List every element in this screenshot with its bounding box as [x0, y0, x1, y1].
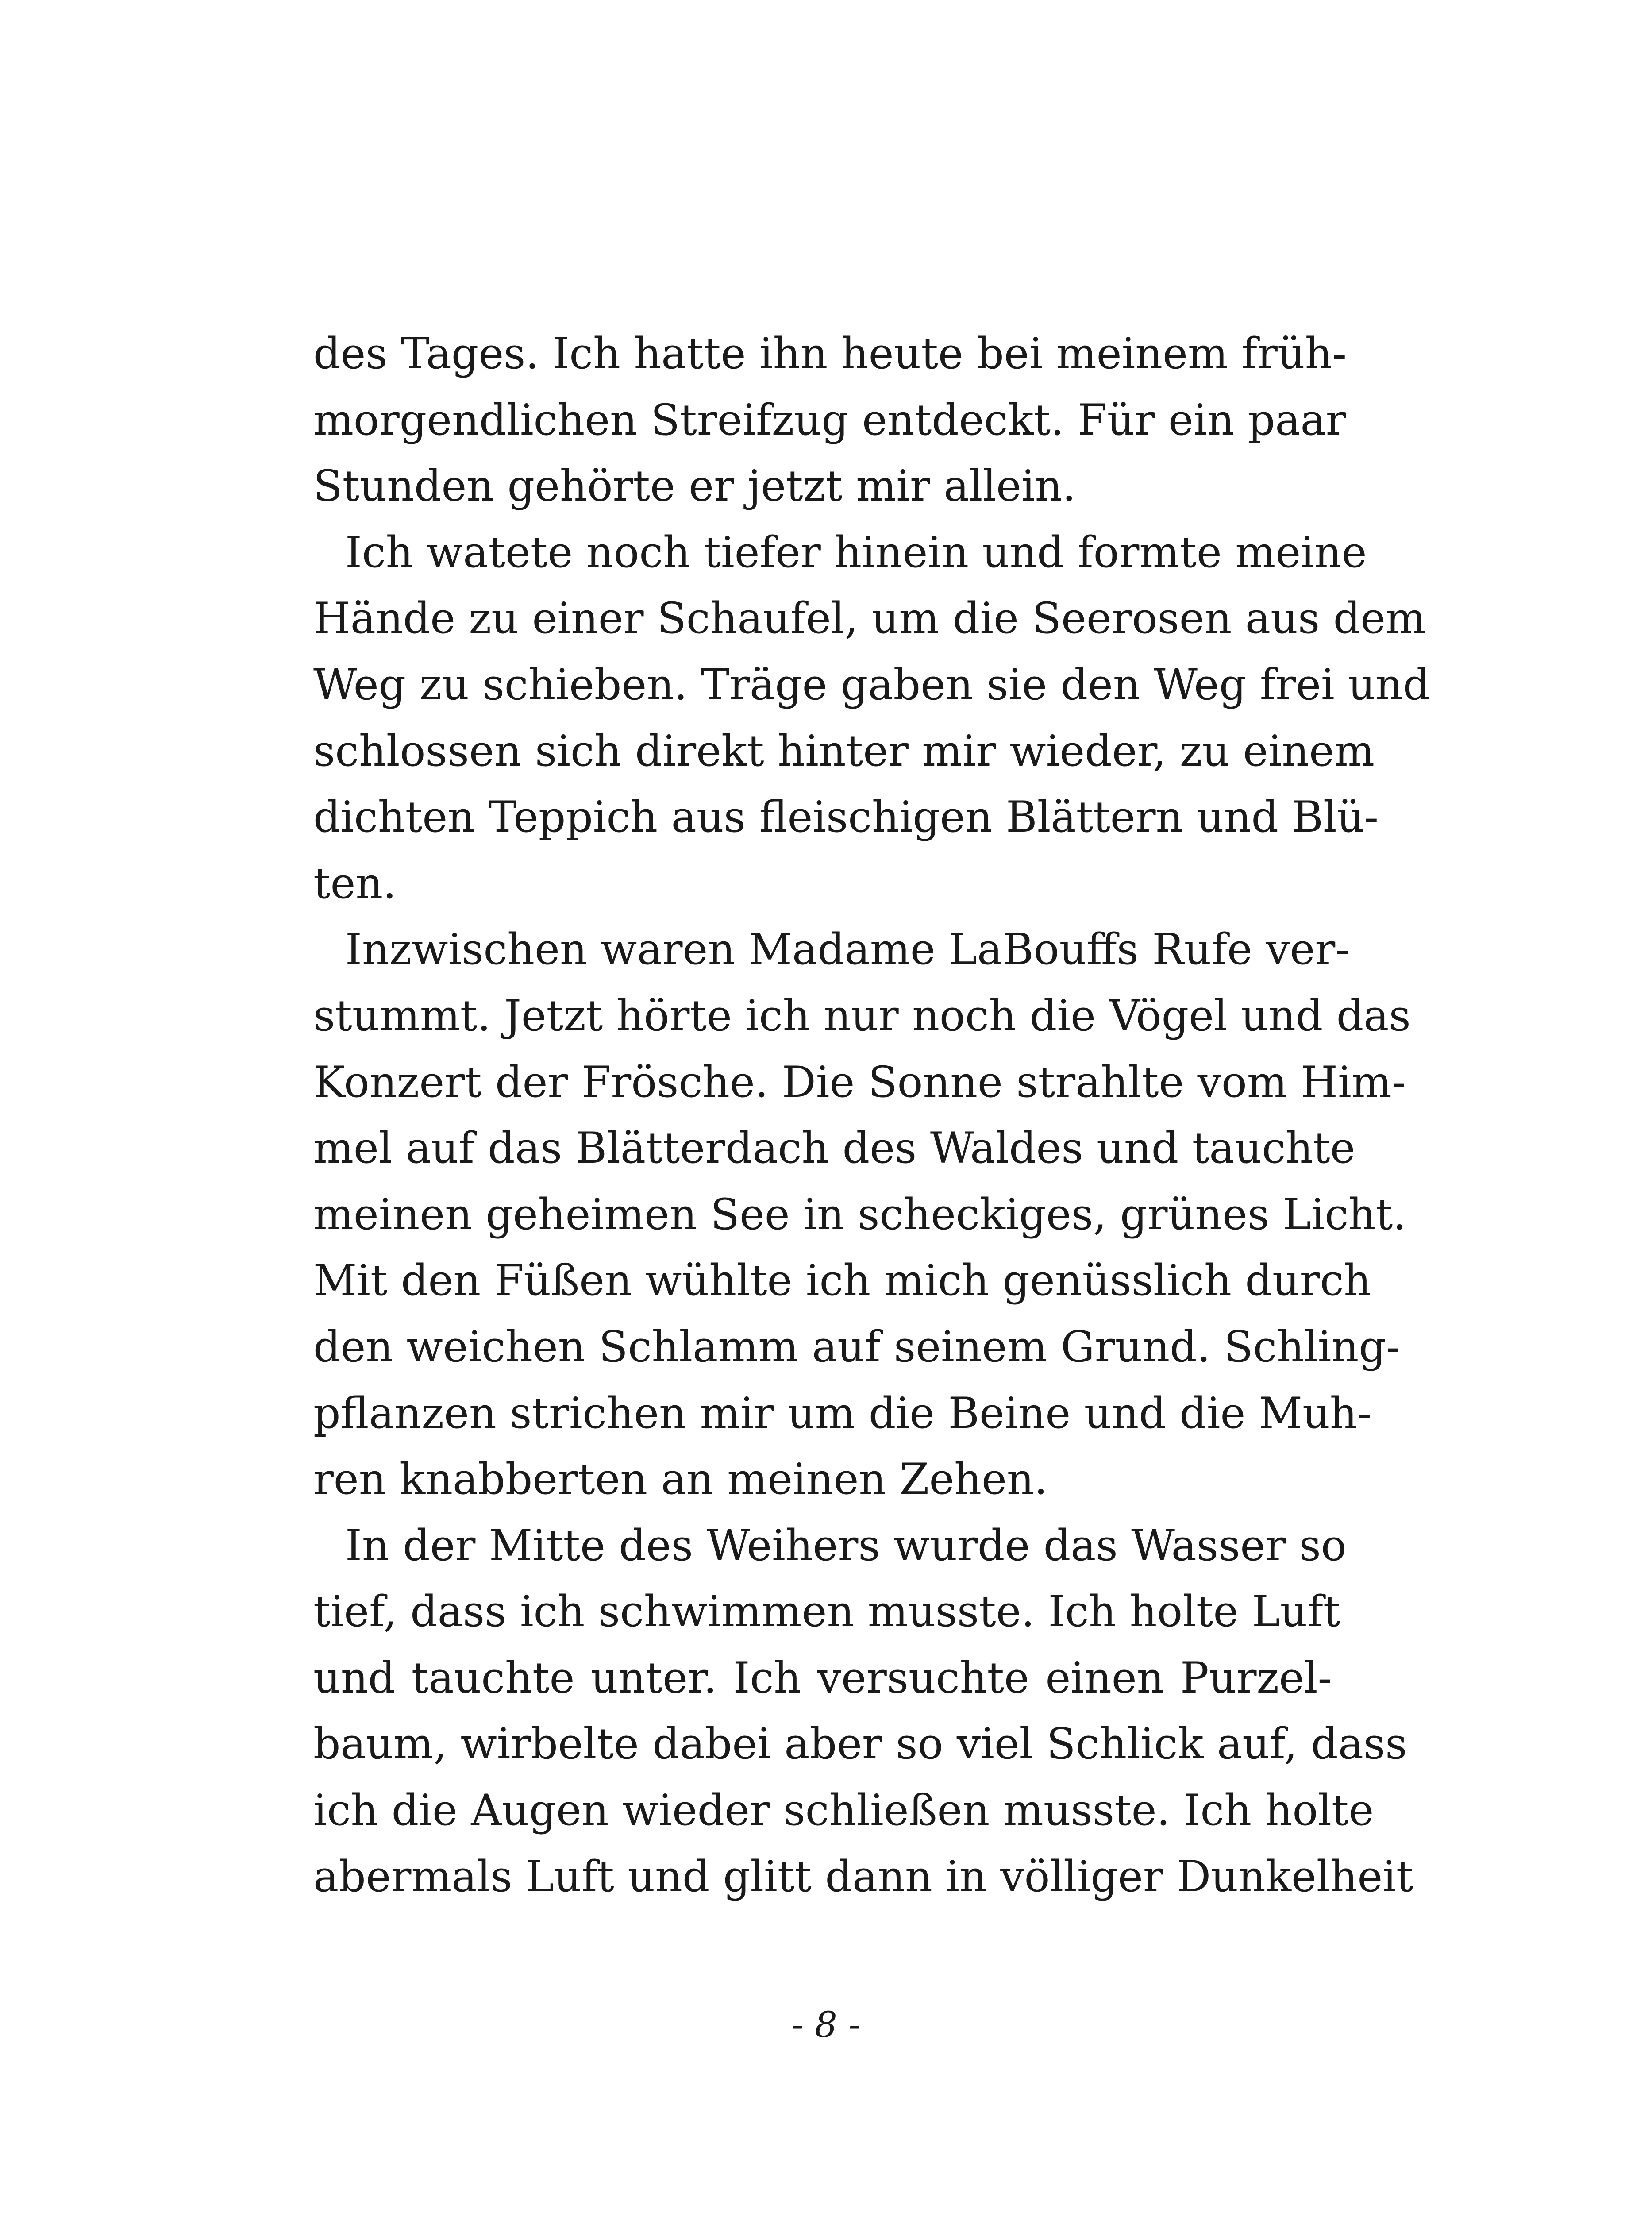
text-line: dichten Teppich aus fleischigen Blättern und Blü- [313, 792, 1379, 842]
text-line: Inzwischen waren Madame LaBouffs Rufe ver- [345, 925, 1350, 975]
text-line: ren knabberten an meinen Zehen. [313, 1454, 1048, 1504]
text-line: des Tages. Ich hatte ihn heute bei meinem früh- [313, 329, 1347, 378]
text-line: pflanzen strichen mir um die Beine und die Muh- [313, 1388, 1372, 1438]
text-line: In der Mitte des Weihers wurde das Wasser so [345, 1520, 1347, 1570]
text-line: und tauchte unter. Ich versuchte einen Purzel- [313, 1653, 1332, 1703]
text-line: Konzert der Frösche. Die Sonne strahlte vom Him- [313, 1057, 1406, 1107]
text-line: Mit den Füßen wühlte ich mich genüsslich durch [313, 1256, 1371, 1306]
text-line: Hände zu einer Schaufel, um die Seerosen aus dem [313, 594, 1426, 644]
paragraph [313, 321, 1347, 520]
text-line: schlossen sich direkt hinter mir wieder, zu einem [313, 726, 1375, 776]
text-line: meinen geheimen See in scheckiges, grünes Licht. [313, 1189, 1406, 1239]
text-line: stummt. Jetzt hörte ich nur noch die Vögel und das [313, 991, 1411, 1041]
text-line: den weichen Schlamm auf seinem Grund. Schling- [313, 1322, 1401, 1372]
text-line: mel auf das Blätterdach des Waldes und tauchte [313, 1123, 1355, 1173]
paragraph [313, 917, 1411, 1512]
text-line: abermals Luft und glitt dann in völliger Dunkelheit [313, 1851, 1413, 1901]
paragraph [313, 1513, 1413, 1910]
text-line: morgendlichen Streifzug entdeckt. Für ein paar [313, 395, 1346, 445]
text-line: tief, dass ich schwimmen musste. Ich holte Luft [313, 1587, 1340, 1637]
text-line: ich die Augen wieder schließen musste. Ich holte [313, 1785, 1374, 1835]
paragraph [313, 520, 1430, 917]
text-line: Weg zu schieben. Träge gaben sie den Weg frei und [313, 659, 1430, 709]
text-line: Stunden gehörte er jetzt mir allein. [313, 461, 1076, 511]
page-number: - 8 - [791, 2004, 861, 2045]
text-line: baum, wirbelte dabei aber so viel Schlick auf, dass [313, 1719, 1407, 1769]
body-text [313, 321, 1430, 1910]
text-line: ten. [313, 858, 397, 908]
text-line: Ich watete noch tiefer hinein und formte meine [345, 527, 1367, 577]
